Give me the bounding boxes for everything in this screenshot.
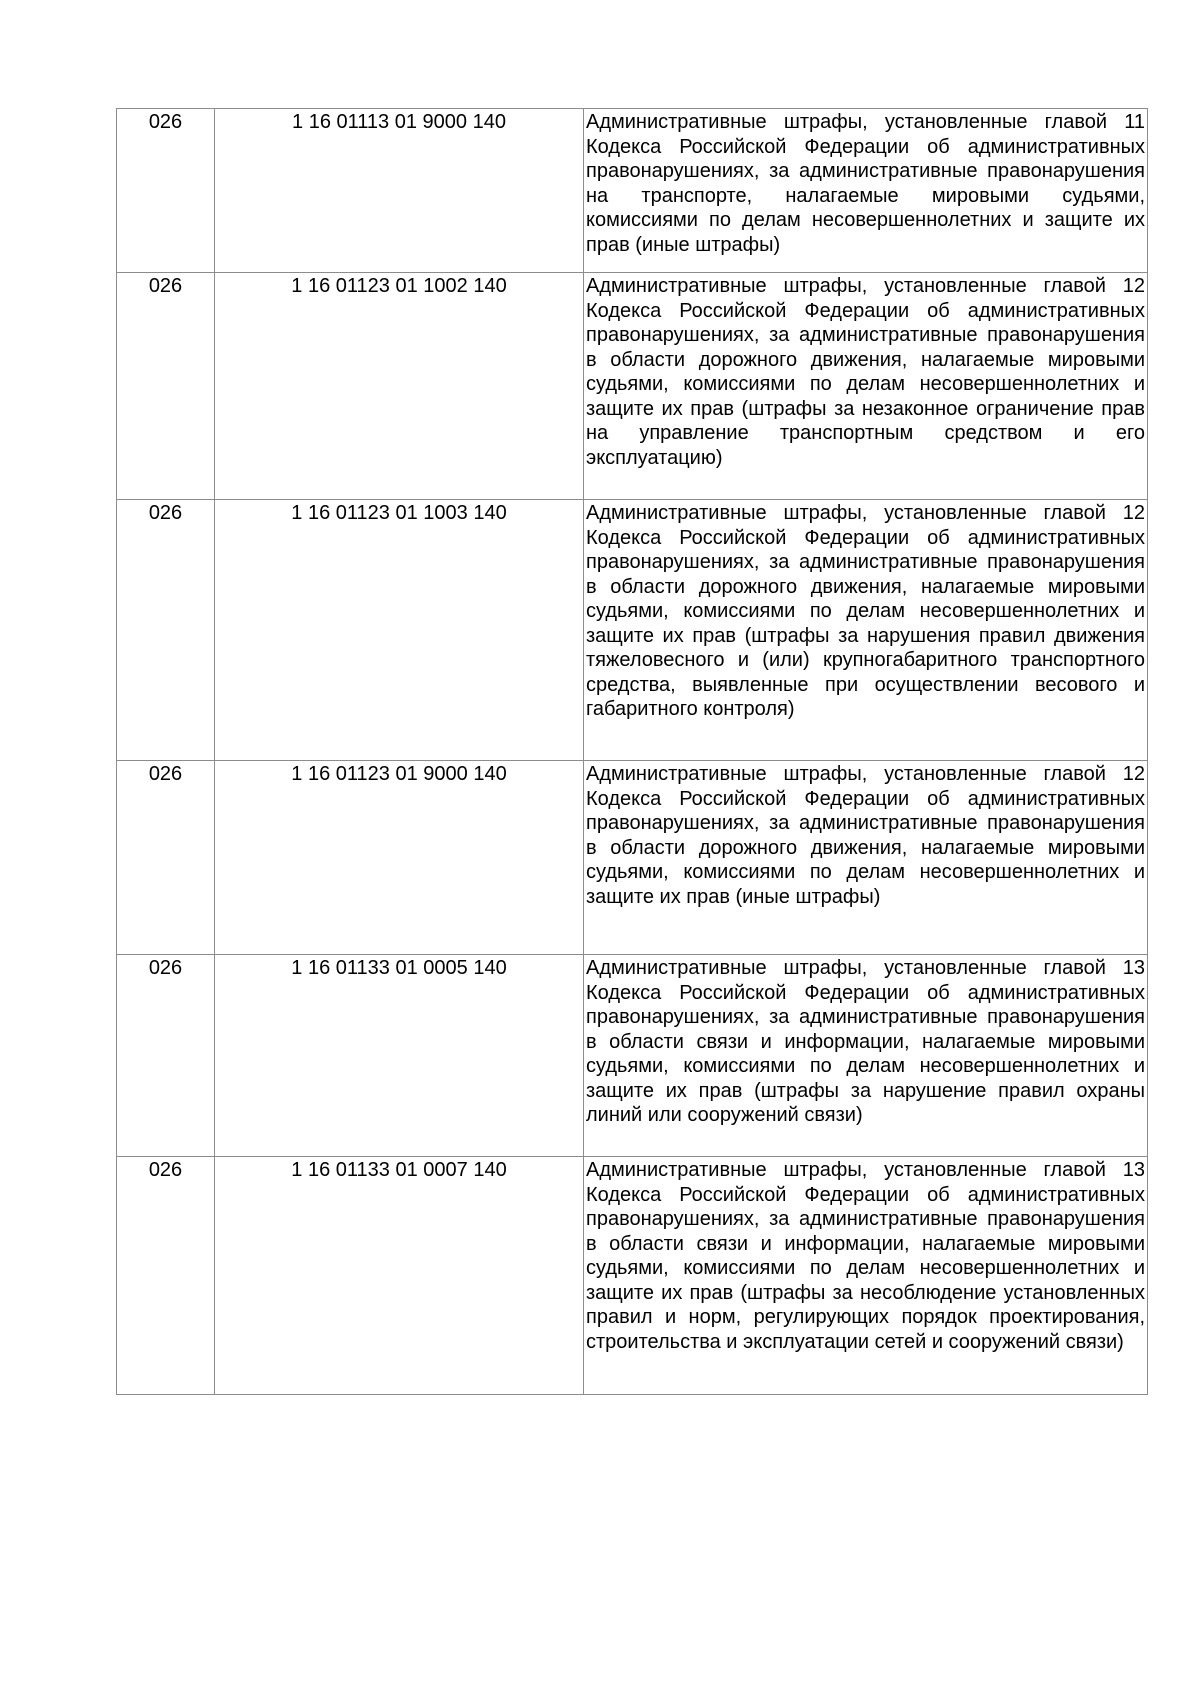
table-row — [117, 955, 1148, 1157]
table-row — [117, 1157, 1148, 1395]
kbk-code-cell: 1 16 01123 01 1003 140 — [215, 500, 584, 761]
admin-code-cell: 026 — [117, 761, 215, 955]
kbk-code-cell: 1 16 01133 01 0005 140 — [215, 955, 584, 1157]
kbk-code-cell: 1 16 01113 01 9000 140 — [215, 109, 584, 273]
description-cell: Административные штрафы, установленные главой 13 Кодекса Российской Федерации об административных правонарушениях, за административные правонарушения в области связи и информации, налагаемые мировыми судьями, комиссиями по делам несовершеннолетних и защите их прав (штрафы за нарушение правил охраны линий или сооружений связи) — [584, 955, 1148, 1157]
description-cell: Административные штрафы, установленные главой 12 Кодекса Российской Федерации об административных правонарушениях, за административные правонарушения в области дорожного движения, налагаемые мировыми судьями, комиссиями по делам несовершеннолетних и защите их прав (штрафы за нарушения правил движения тяжеловесного и (или) крупногабаритного транспортного средства, выявленные при осуществлении весового и габаритного контроля) — [584, 500, 1148, 761]
admin-code-cell: 026 — [117, 109, 215, 273]
kbk-code-cell: 1 16 01123 01 1002 140 — [215, 273, 584, 500]
admin-code-cell: 026 — [117, 500, 215, 761]
description-cell: Административные штрафы, установленные главой 13 Кодекса Российской Федерации об административных правонарушениях, за административные правонарушения в области связи и информации, налагаемые мировыми судьями, комиссиями по делам несовершеннолетних и защите их прав (штрафы за несоблюдение установленных правил и норм, регулирующих порядок проектирования, строительства и эксплуатации сетей и сооружений связи) — [584, 1157, 1148, 1395]
table-row — [117, 109, 1148, 273]
description-cell: Административные штрафы, установленные главой 11 Кодекса Российской Федерации об административных правонарушениях, за административные правонарушения на транспорте, налагаемые мировыми судьями, комиссиями по делам несовершеннолетних и защите их прав (иные штрафы) — [584, 109, 1148, 273]
description-cell: Административные штрафы, установленные главой 12 Кодекса Российской Федерации об административных правонарушениях, за административные правонарушения в области дорожного движения, налагаемые мировыми судьями, комиссиями по делам несовершеннолетних и защите их прав (штрафы за незаконное ограничение прав на управление транспортным средством и его эксплуатацию) — [584, 273, 1148, 500]
admin-code-cell: 026 — [117, 955, 215, 1157]
admin-code-cell: 026 — [117, 273, 215, 500]
kbk-code-cell: 1 16 01123 01 9000 140 — [215, 761, 584, 955]
table-row — [117, 273, 1148, 500]
budget-codes-table — [116, 108, 1148, 1395]
admin-code-cell: 026 — [117, 1157, 215, 1395]
kbk-code-cell: 1 16 01133 01 0007 140 — [215, 1157, 584, 1395]
description-cell: Административные штрафы, установленные главой 12 Кодекса Российской Федерации об административных правонарушениях, за административные правонарушения в области дорожного движения, налагаемые мировыми судьями, комиссиями по делам несовершеннолетних и защите их прав (иные штрафы) — [584, 761, 1148, 955]
table-row — [117, 761, 1148, 955]
table-row — [117, 500, 1148, 761]
